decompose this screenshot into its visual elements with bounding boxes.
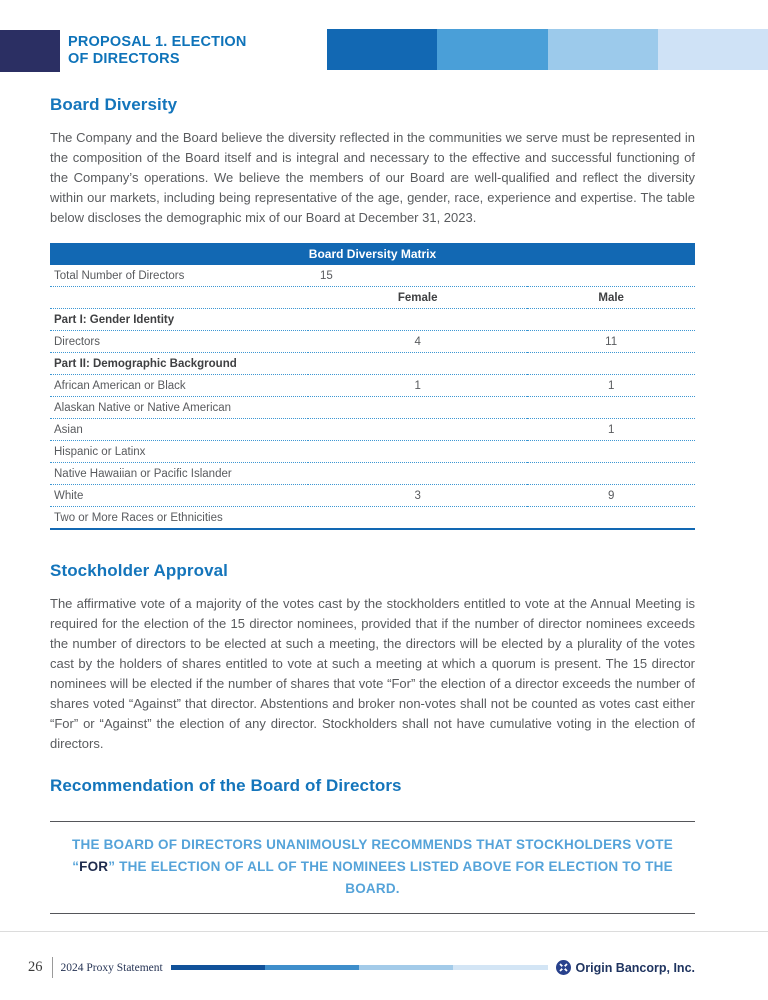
part1-section-label: Part I: Gender Identity bbox=[50, 309, 695, 331]
footer-divider bbox=[52, 957, 53, 978]
origin-bancorp-logo-icon bbox=[556, 960, 571, 975]
cell-female bbox=[308, 441, 527, 463]
table-title: Board Diversity Matrix bbox=[50, 243, 695, 265]
table-row bbox=[50, 397, 695, 419]
cell-male bbox=[527, 441, 695, 463]
board-diversity-paragraph: The Company and the Board believe the diversity reflected in the communities we serve must be represented in the composition of the Board itself and is integral and necessary to the effective and successful functioning of the Company’s operations. We believe the members of our Board are well-qualified and reflect the diversity within our markets, including being representative of the age, gender, race, experience and expertise. The table below discloses the demographic mix of our Board at December 31, 2023. bbox=[50, 130, 695, 225]
row-label: Directors bbox=[50, 331, 308, 353]
footer-gradient-segment-3 bbox=[359, 965, 453, 970]
page-title-line2: OF DIRECTORS bbox=[68, 51, 180, 67]
footer-gradient-segment-4 bbox=[453, 965, 547, 970]
cell-female bbox=[308, 507, 527, 530]
row-label: Alaskan Native or Native American bbox=[50, 397, 308, 419]
footer-gradient-bar bbox=[171, 965, 548, 970]
footer-hairline bbox=[0, 931, 768, 932]
statement-pre: THE BOARD OF DIRECTORS UNANIMOUSLY RECOMMENDS THAT STOCKHOLDERS VOTE “ bbox=[72, 837, 673, 874]
part2-section-label: Part II: Demographic Background bbox=[50, 353, 695, 375]
table-row-total-directors bbox=[50, 265, 695, 287]
row-label: White bbox=[50, 485, 308, 507]
page-number: 26 bbox=[28, 959, 43, 975]
footer-gradient-segment-1 bbox=[171, 965, 265, 970]
cell-male: 9 bbox=[527, 485, 695, 507]
table-row bbox=[50, 375, 695, 397]
cell-male: 11 bbox=[527, 331, 695, 353]
recommendation-heading: Recommendation of the Board of Directors bbox=[50, 776, 402, 795]
column-header-female: Female bbox=[308, 287, 527, 309]
row-label: Native Hawaiian or Pacific Islander bbox=[50, 463, 308, 485]
row-label: Two or More Races or Ethnicities bbox=[54, 511, 223, 524]
cell-male: 1 bbox=[527, 375, 695, 397]
footer-gradient-segment-2 bbox=[265, 965, 359, 970]
recommendation-statement bbox=[56, 834, 689, 900]
table-row-column-headers bbox=[50, 287, 695, 309]
footer-doc-title: 2024 Proxy Statement bbox=[60, 961, 163, 974]
cell-female: 1 bbox=[308, 375, 527, 397]
board-diversity-matrix-table bbox=[50, 243, 695, 530]
table-row-part1 bbox=[50, 309, 695, 331]
footer-logo bbox=[556, 960, 695, 975]
row-label: Total Number of Directors bbox=[50, 265, 308, 287]
cell-male bbox=[527, 507, 695, 530]
cell-female bbox=[308, 419, 527, 441]
footer bbox=[28, 957, 695, 978]
table-row bbox=[50, 331, 695, 353]
main-content bbox=[50, 0, 695, 914]
row-label: Asian bbox=[50, 419, 308, 441]
row-label bbox=[50, 287, 308, 309]
table-row bbox=[50, 463, 695, 485]
page-title-line1: PROPOSAL 1. ELECTION bbox=[68, 34, 247, 50]
footer-company-name: Origin Bancorp, Inc. bbox=[575, 960, 695, 975]
stockholder-approval-heading: Stockholder Approval bbox=[50, 561, 229, 580]
statement-post: ” THE ELECTION OF ALL OF THE NOMINEES LISTED ABOVE FOR ELECTION TO THE BOARD. bbox=[108, 859, 673, 896]
cell-female bbox=[308, 397, 527, 419]
cell-female bbox=[308, 463, 527, 485]
row-label: African American or Black bbox=[50, 375, 308, 397]
table-row bbox=[50, 419, 695, 441]
table-row bbox=[50, 485, 695, 507]
cell-male bbox=[527, 265, 695, 287]
recommendation-box bbox=[50, 821, 695, 914]
cell-male: 1 bbox=[527, 419, 695, 441]
cell-female: 3 bbox=[308, 485, 527, 507]
cell-male bbox=[527, 397, 695, 419]
total-directors-value: 15 bbox=[308, 265, 527, 287]
table-row-part2 bbox=[50, 353, 695, 375]
table-row bbox=[50, 507, 695, 530]
statement-for-word: FOR bbox=[79, 859, 109, 874]
cell-female: 4 bbox=[308, 331, 527, 353]
stockholder-approval-paragraph: The affirmative vote of a majority of the votes cast by the stockholders entitled to vote at the Annual Meeting is required for the election of the 15 director nominees, provided that if the number of director nominees exceeds the number of directors to be elected at such a meeting, the directors will be elected by a plurality of the votes cast by the holders of shares entitled to vote at such a meeting at which a quorum is present. The 15 director nominees will be elected if the number of shares that vote “For” the election of a director exceeds the number of shares voted “Against” that director. Abstentions and broker non-votes shall not be counted as votes cast either “For” or “Against” the election of any director. Stockholders shall not have cumulative voting in the election of directors. bbox=[50, 596, 695, 751]
table-row bbox=[50, 441, 695, 463]
cell-male bbox=[527, 463, 695, 485]
board-diversity-heading: Board Diversity bbox=[50, 95, 178, 114]
column-header-male: Male bbox=[527, 287, 695, 309]
row-label: Hispanic or Latinx bbox=[50, 441, 308, 463]
